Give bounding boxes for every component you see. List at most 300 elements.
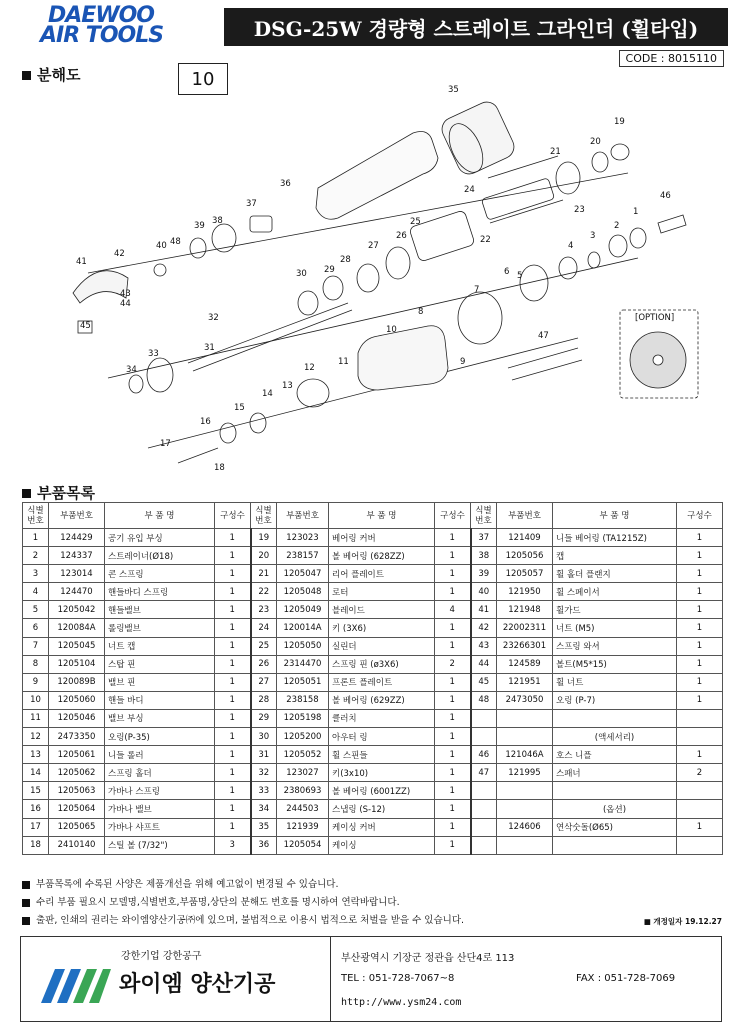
table-cell: 121046A [497,746,553,764]
table-cell: 1205049 [277,601,329,619]
callout-number: 8 [418,307,424,317]
callout-number: 32 [208,313,219,323]
table-cell [553,709,677,727]
table-cell: 1 [677,673,723,691]
table-row [23,782,723,800]
table-cell: 1 [215,800,251,818]
bullet-square-icon [22,881,30,889]
callout-number: 30 [296,269,307,279]
bearing-28-part [357,264,379,292]
table-cell: 1 [23,529,49,547]
callout-number: 1 [633,207,639,217]
note-item [22,912,464,930]
callout-number: 36 [280,179,291,189]
table-cell: 15 [23,782,49,800]
table-cell [553,836,677,854]
column-header: 부 품 명 [329,503,435,529]
callout-number: 42 [114,249,125,259]
table-cell: 너트 (M5) [553,619,677,637]
table-cell: 1 [435,818,471,836]
table-row [23,728,723,746]
table-cell [497,800,553,818]
table-cell: 1 [435,836,471,854]
table-cell: 1 [677,529,723,547]
company-name: 와이엠 양산기공 [119,972,276,997]
table-cell: 23 [251,601,277,619]
table-cell: 볼 베어링 (6001ZZ) [329,782,435,800]
inlet-bushing-part [630,228,646,248]
table-cell: 1 [435,709,471,727]
table-cell [553,782,677,800]
handle-valve-part [520,265,548,301]
table-row [23,655,723,673]
table-cell: 22002311 [497,619,553,637]
table-cell: 1 [215,764,251,782]
table-cell: 121950 [497,583,553,601]
strainer-part [609,235,627,257]
logo-line2: AIR TOOLS [40,23,164,48]
table-cell: 1 [215,583,251,601]
table-row [23,836,723,854]
table-cell: 37 [471,529,497,547]
callout-number: 40 [156,241,167,251]
table-cell: 43 [471,637,497,655]
bullet-square-icon [22,489,31,498]
page-number: 10 [178,63,228,95]
callout-number: 19 [614,117,625,127]
table-cell: 2380693 [277,782,329,800]
table-cell: 핸들 바디 [105,691,215,709]
company-fax: FAX : 051-728-7069 [576,973,676,984]
table-cell: 1205063 [49,782,105,800]
table-cell: 1205057 [497,565,553,583]
callout-number: 44 [120,299,131,309]
table-cell: (옵션) [553,800,677,818]
table-cell: 1 [677,619,723,637]
callout-number: 47 [538,331,549,341]
snapring-part [129,375,143,393]
callout-number: 29 [324,265,335,275]
table-cell: 로터 [329,583,435,601]
table-cell: 1 [435,547,471,565]
table-cell: 22 [251,583,277,601]
product-code: CODE : 8015110 [619,50,724,67]
table-cell: 베어링 커버 [329,529,435,547]
table-cell: 볼 베어링 (629ZZ) [329,691,435,709]
table-row [23,529,723,547]
table-row [23,764,723,782]
table-cell: 연삭숫돌(Ø65) [553,818,677,836]
table-cell: 33 [251,782,277,800]
casing-part [316,132,438,220]
note-text: 출판, 인쇄의 권리는 와이엠양산기공㈜에 있으며, 불법적으로 이용시 법적으로 처벌을 받을 수 있습니다. [36,915,465,926]
callout-number: 13 [282,381,293,391]
table-cell: 2314470 [277,655,329,673]
front-plate-part [386,247,410,279]
table-row [23,583,723,601]
table-cell: 38 [471,547,497,565]
note-item [22,876,464,894]
table-cell: 31 [251,746,277,764]
table-cell: 1205061 [49,746,105,764]
table-cell: 35 [251,818,277,836]
section-exploded-label: 분해도 [37,66,81,84]
table-cell: 1 [435,619,471,637]
table-cell: 핸들바디 스프링 [105,583,215,601]
table-cell: 1 [435,800,471,818]
table-cell: 블레이드 [329,601,435,619]
note-item [22,894,464,912]
o-ring-12-part [297,379,329,407]
table-cell: 롤링밸브 [105,619,215,637]
table-row [23,547,723,565]
table-cell [677,836,723,854]
logo-line1: DAEWOO [48,3,154,28]
table-cell: 4 [435,601,471,619]
table-cell: 1205054 [277,836,329,854]
callout-number: 48 [170,237,181,247]
column-header: 부 품 명 [105,503,215,529]
table-cell: 1 [435,691,471,709]
table-body [23,529,723,855]
column-header: 구성수 [677,503,723,529]
table-cell: 4 [23,583,49,601]
column-header: 식별 번호 [251,503,277,529]
callout-number: 24 [464,185,475,195]
table-cell: 1205064 [49,800,105,818]
table-cell: 오링 (P-7) [553,691,677,709]
option-label: [OPTION] [635,313,675,323]
handle-spring-part [559,257,577,279]
parts-table [22,502,723,855]
table-cell: 13 [23,746,49,764]
table-cell: 19 [251,529,277,547]
table-cell: 실린더 [329,637,435,655]
table-row [23,800,723,818]
table-cell: 34 [251,800,277,818]
hose-nipple-part [658,215,686,233]
table-cell: 1 [215,818,251,836]
table-cell: 1205052 [277,746,329,764]
note-text: 수리 부품 필요시 모델명,식별번호,부품명,상단의 분해도 번호를 명시하여 연락바랍니다. [36,897,400,908]
table-cell: 3 [23,565,49,583]
table-cell: 47 [471,764,497,782]
table-cell: 스프링 홀더 [105,764,215,782]
table-cell: 10 [23,691,49,709]
grinding-wheel-hole [653,355,663,365]
table-cell [471,818,497,836]
nut-cap-part [458,292,502,344]
governor-shaft-part [178,448,218,463]
table-cell [497,782,553,800]
table-cell: 23266301 [497,637,553,655]
spring-holder-part [250,413,266,433]
table-cell: 휠 스핀들 [329,746,435,764]
table-cell [497,709,553,727]
table-cell: 120089B [49,673,105,691]
table-cell: 1 [215,637,251,655]
table-cell: 25 [251,637,277,655]
table-cell: 1205065 [49,818,105,836]
table-cell: 121951 [497,673,553,691]
table-cell: 1 [215,529,251,547]
bullet-square-icon [22,917,30,925]
section-parts-heading [22,482,95,503]
table-cell: 1 [435,746,471,764]
table-cell: 20 [251,547,277,565]
table-cell: 17 [23,818,49,836]
callout-number: 43 [120,289,131,299]
table-cell [471,728,497,746]
callout-number: 15 [234,403,245,413]
header [18,3,726,50]
table-cell: 1205104 [49,655,105,673]
company-tel: TEL : 051-728-7067~8 [341,973,455,984]
table-cell: 16 [23,800,49,818]
bearing-20-part [592,152,608,172]
table-cell: 1 [435,637,471,655]
rear-plate-part [556,162,580,194]
table-cell: 1 [215,709,251,727]
table-cell [471,836,497,854]
table-cell [677,709,723,727]
table-cell: 1205060 [49,691,105,709]
callout-number: 11 [338,357,349,367]
section-parts-label: 부품목록 [37,484,95,502]
table-cell: 콘 스프링 [105,565,215,583]
table-cell: 2 [435,655,471,673]
table-cell: 프론트 플레이트 [329,673,435,691]
table-cell: 3 [215,836,251,854]
table-row [23,565,723,583]
table-cell: 1 [215,782,251,800]
table-cell: 핸들밸브 [105,601,215,619]
page-title: DSG-25W 경량형 스트레이트 그라인더 (휠타입) [224,8,728,46]
table-row [23,691,723,709]
table-cell: 120084A [49,619,105,637]
callout-number: 22 [480,235,491,245]
table-cell: 공기 유입 부싱 [105,529,215,547]
callout-number: 45 [80,321,91,331]
column-header: 부품번호 [497,503,553,529]
callout-number: 41 [76,257,87,267]
ym-logo-icon [41,965,111,1005]
callout-number: 26 [396,231,407,241]
table-cell: 45 [471,673,497,691]
table-cell: 밸브 핀 [105,673,215,691]
table-row [23,673,723,691]
callout-number: 9 [460,357,466,367]
table-cell: 1 [215,691,251,709]
footer-company-box [21,937,331,1021]
table-cell: 스트레이너(Ø18) [105,547,215,565]
table-cell: 41 [471,601,497,619]
company-address: 부산광역시 기장군 정관읍 산단4로 113 [341,953,515,964]
callout-number: 12 [304,363,315,373]
table-cell: 244503 [277,800,329,818]
table-cell: 124337 [49,547,105,565]
table-cell: 볼트(M5*15) [553,655,677,673]
callout-number: 20 [590,137,601,147]
table-cell: 39 [471,565,497,583]
table-cell: 121409 [497,529,553,547]
table-cell: 120014A [277,619,329,637]
table-cell: 가바나 스프링 [105,782,215,800]
table-cell: 123014 [49,565,105,583]
wheel-holder-flange-part [190,238,206,258]
callout-number: 27 [368,241,379,251]
callout-number: 3 [590,231,596,241]
table-row [23,709,723,727]
table-cell: 1 [677,655,723,673]
callout-number: 28 [340,255,351,265]
table-cell: 키 (3X6) [329,619,435,637]
table-cell [471,709,497,727]
table-cell: 스탑 핀 [105,655,215,673]
table-cell: 238158 [277,691,329,709]
company-slogan: 강한기업 강한공구 [121,951,202,962]
table-cell: 29 [251,709,277,727]
table-cell: 니들 롤러 [105,746,215,764]
table-cell: 27 [251,673,277,691]
callout-number: 37 [246,199,257,209]
table-cell: 46 [471,746,497,764]
table-cell: 1205200 [277,728,329,746]
callout-number: 46 [660,191,671,201]
callout-number: 38 [212,216,223,226]
table-cell: (액세서리) [553,728,677,746]
table-cell [471,800,497,818]
table-cell: 1 [677,746,723,764]
table-cell: 볼 베어링 (628ZZ) [329,547,435,565]
callout-number: 16 [200,417,211,427]
table-cell: 1205062 [49,764,105,782]
cone-spring-part [588,252,600,268]
clutch-part [323,276,343,300]
table-cell: 케이싱 [329,836,435,854]
exploded-diagram [18,78,726,478]
table-cell: 2410140 [49,836,105,854]
table-cell: 123023 [277,529,329,547]
table-cell: 키(3x10) [329,764,435,782]
callout-number: 2 [614,221,620,231]
table-cell: 1 [215,728,251,746]
notes [22,876,464,930]
table-cell: 36 [251,836,277,854]
table-cell: 2 [677,764,723,782]
table-cell: 18 [23,836,49,854]
table-cell: 1 [677,691,723,709]
table-cell: 1 [677,818,723,836]
callout-number: 14 [262,389,273,399]
table-cell: 1 [677,565,723,583]
table-cell: 가바나 샤프트 [105,818,215,836]
callout-number: 33 [148,349,159,359]
column-header: 부 품 명 [553,503,677,529]
table-row [23,601,723,619]
table-cell: 케이싱 커버 [329,818,435,836]
table-header-row [23,503,723,529]
table-cell: 스프링 와셔 [553,637,677,655]
table-cell: 1 [435,764,471,782]
table-cell: 1 [435,728,471,746]
column-header: 식별 번호 [471,503,497,529]
callout-number: 5 [517,271,523,281]
table-row [23,619,723,637]
table-cell: 11 [23,709,49,727]
table-cell: 48 [471,691,497,709]
table-cell: 1205042 [49,601,105,619]
table-cell: 휠 너트 [553,673,677,691]
bearing-33-part [147,358,173,392]
table-cell: 124429 [49,529,105,547]
table-cell: 14 [23,764,49,782]
table-cell: 1 [435,529,471,547]
table-cell: 휠가드 [553,601,677,619]
table-cell: 42 [471,619,497,637]
table-cell: 스프링 핀 (ø3X6) [329,655,435,673]
callout-number: 7 [474,285,480,295]
table-cell: 클러치 [329,709,435,727]
callout-number: 17 [160,439,171,449]
table-cell: 24 [251,619,277,637]
daewoo-logo [30,3,210,50]
table-cell: 26 [251,655,277,673]
table-cell: 1 [435,673,471,691]
column-header: 식별 번호 [23,503,49,529]
company-website[interactable]: http://www.ysm24.com [341,997,462,1008]
table-cell: 30 [251,728,277,746]
revision-date: ■ 개정일자 19.12.27 [643,917,722,926]
callout-number: 18 [214,463,225,473]
table-cell: 8 [23,655,49,673]
table-cell: 1205048 [277,583,329,601]
table-cell: 9 [23,673,49,691]
table-cell: 1205056 [497,547,553,565]
table-cell: 호스 니플 [553,746,677,764]
table-cell: 21 [251,565,277,583]
table-cell: 7 [23,637,49,655]
table-cell: 12 [23,728,49,746]
table-cell: 1 [435,565,471,583]
governor-spring-part [220,423,236,443]
table-cell: 휠 스페이서 [553,583,677,601]
table-cell: 1205198 [277,709,329,727]
table-cell: 1 [435,583,471,601]
table-cell: 1 [435,782,471,800]
column-header: 구성수 [215,503,251,529]
table-cell: 스틸 볼 (7/32") [105,836,215,854]
table-cell: 1 [677,547,723,565]
table-cell: 124470 [49,583,105,601]
table-cell: 1 [215,619,251,637]
note-text: 부품목록에 수록된 사양은 제품개선을 위해 예고없이 변경될 수 있습니다. [36,879,339,890]
table-cell: 1 [215,655,251,673]
casing-cover-part [438,98,518,178]
callout-number: 23 [574,205,585,215]
table-cell: 121948 [497,601,553,619]
bullet-square-icon [22,899,30,907]
table-cell: 2473350 [49,728,105,746]
callout-number: 25 [410,217,421,227]
table-cell: 스냅링 (S-12) [329,800,435,818]
footer [20,936,722,1022]
table-row [23,637,723,655]
callout-number: 10 [386,325,397,335]
table-cell: 1205050 [277,637,329,655]
callout-number: 35 [448,85,459,95]
table-cell: 121939 [277,818,329,836]
